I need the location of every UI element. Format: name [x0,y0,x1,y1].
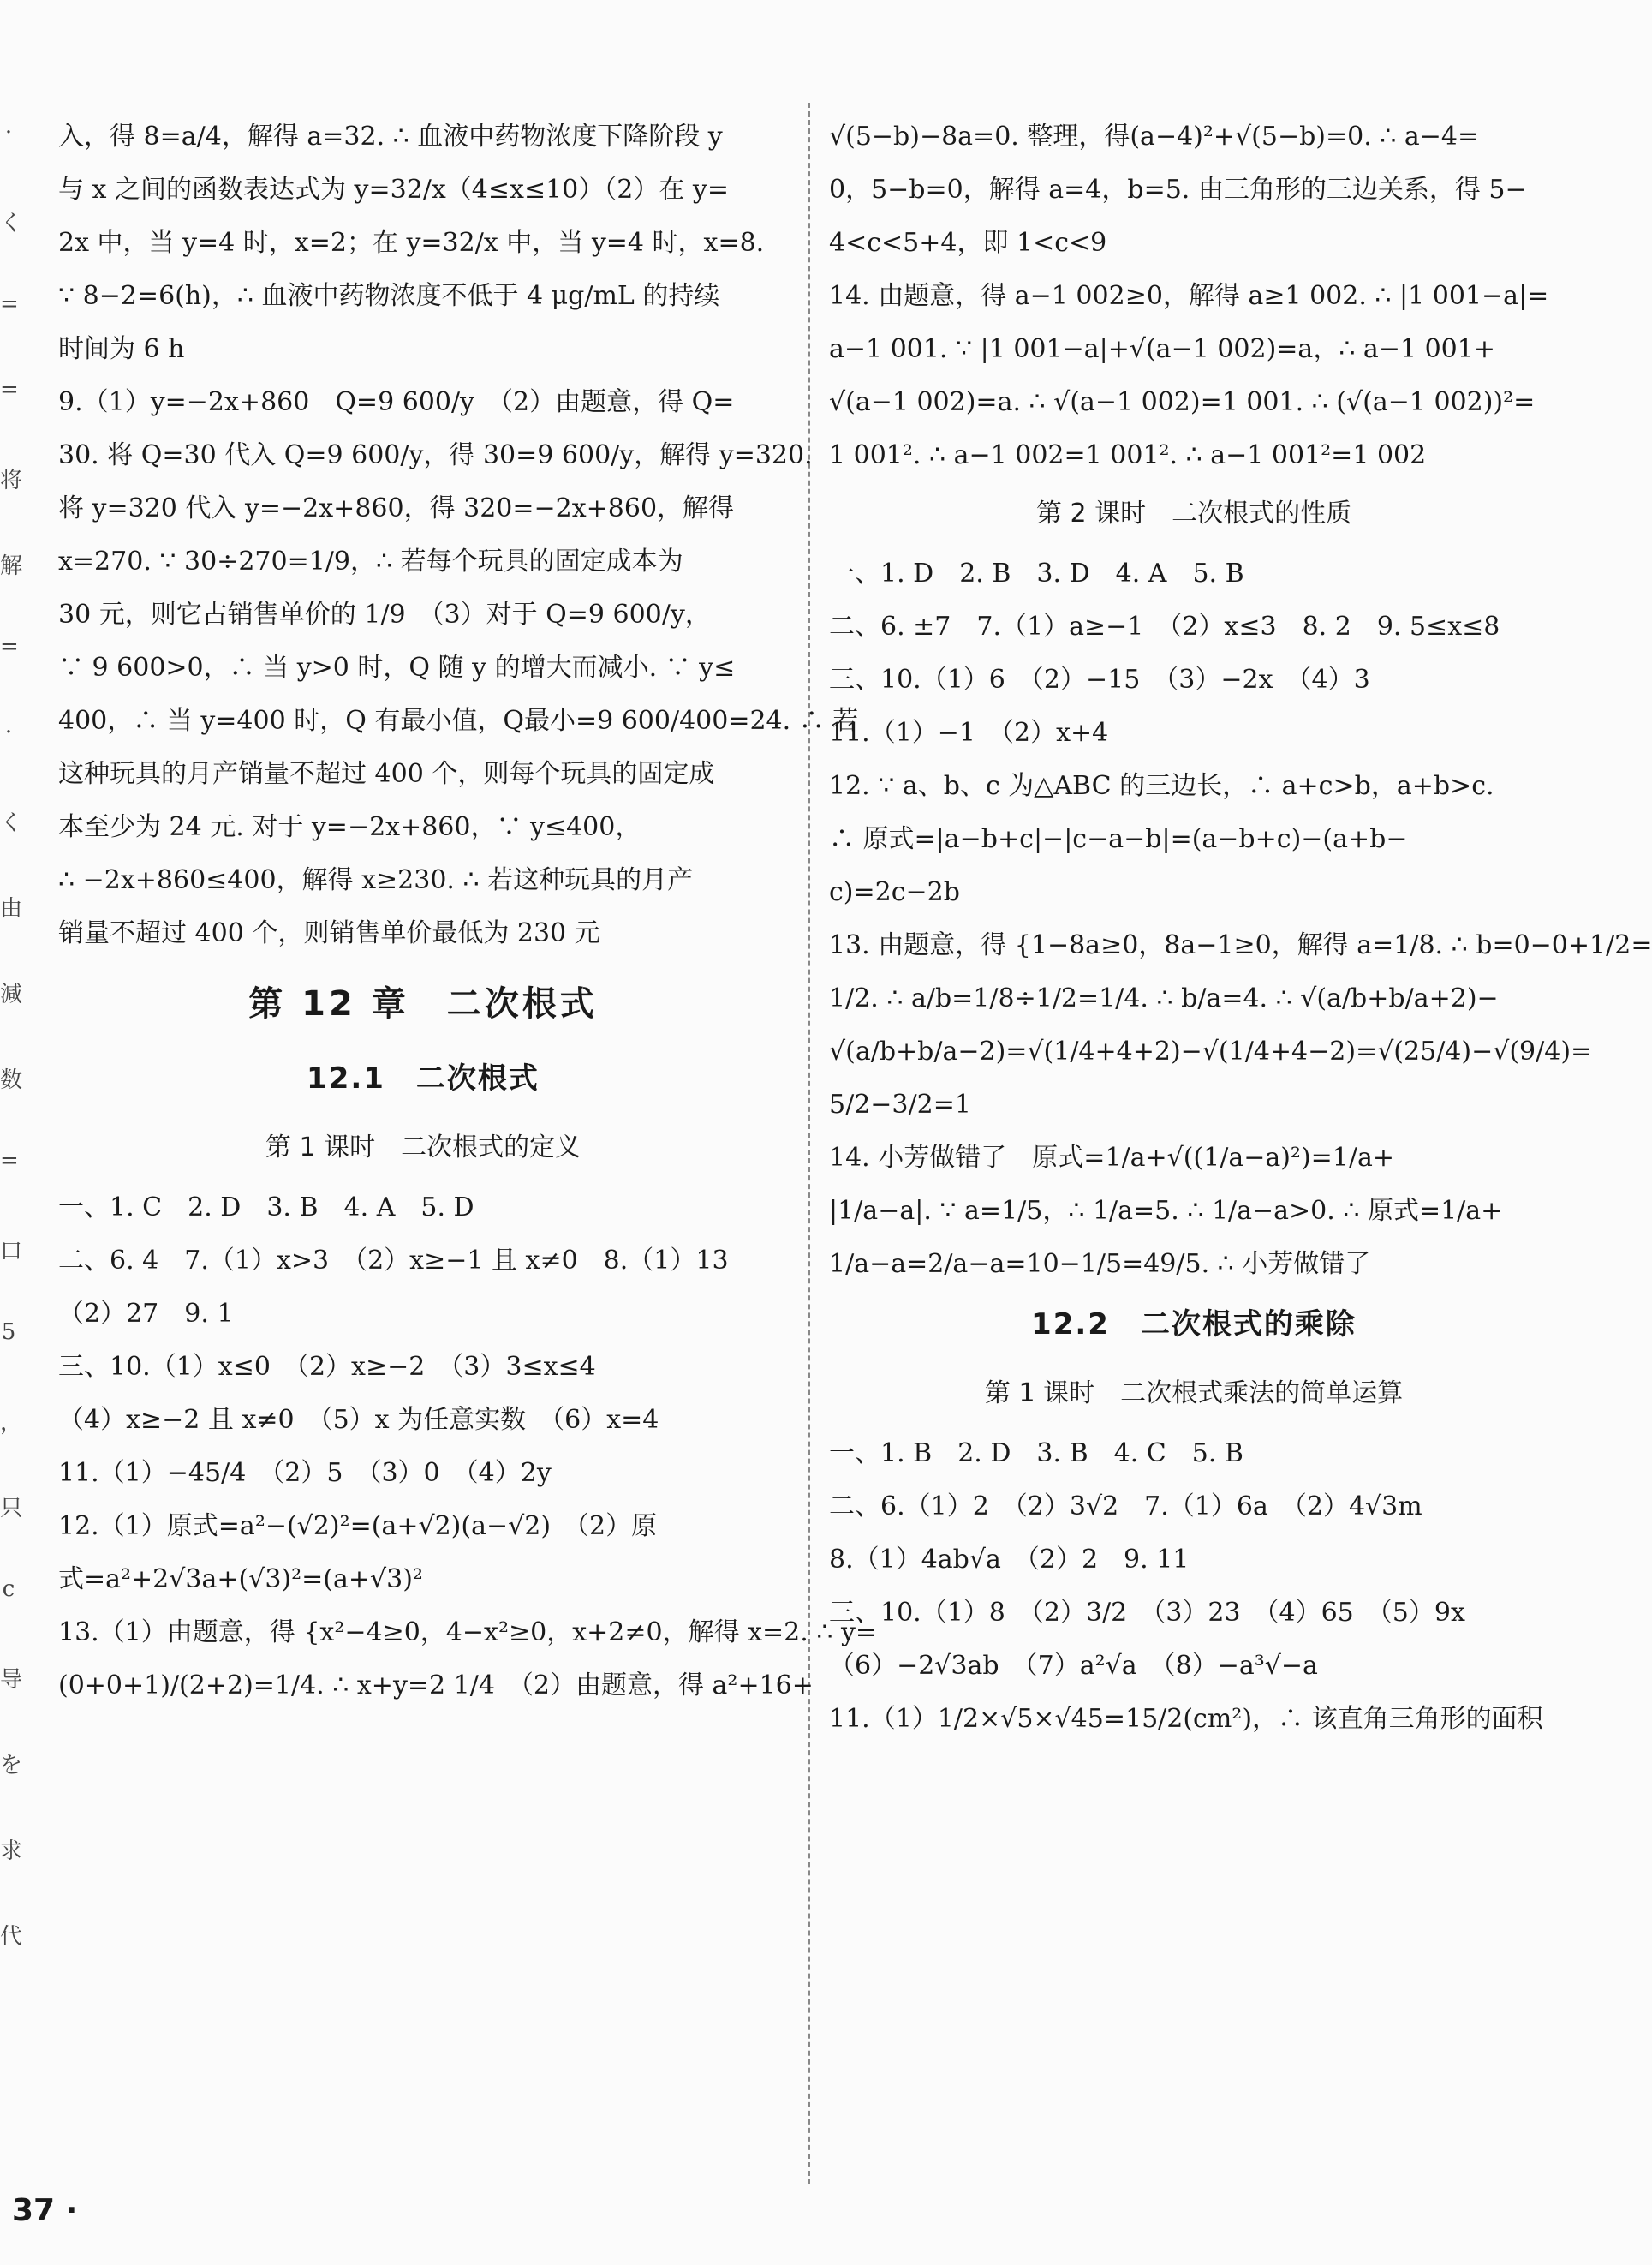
answer-line: √(a/b+b/a−2)=√(1/4+4+2)−√(1/4+4−2)=√(25/4)−√(9/4)= [829,1037,1593,1067]
edge-fragment: 求 [0,1838,23,1864]
answer-line: 将 y=320 代入 y=−2x+860，得 320=−2x+860，解得 [58,493,735,523]
answer-line: 入，得 8=a/4，解得 a=32. ∴ 血液中药物浓度下降阶段 y [58,122,723,152]
answer-line: ∴ −2x+860≤400，解得 x≥230. ∴ 若这种玩具的月产 [58,865,694,895]
answer-line: 4<c<5+4，即 1<c<9 [829,228,1107,258]
answer-line: ∴ 原式=|a−b+c|−|c−a−b|=(a−b+c)−(a+b− [829,824,1408,854]
answer-line: 1 001². ∴ a−1 002=1 001². ∴ a−1 001²=1 002 [829,440,1427,470]
answer-line: 与 x 之间的函数表达式为 y=32/x（4≤x≤10）（2）在 y= [58,175,729,205]
edge-fragment: · [4,120,13,146]
edge-fragment: 代 [0,1924,23,1950]
answer-line: 14. 由题意，得 a−1 002≥0，解得 a≥1 002. ∴ |1 001−a|= [829,281,1549,311]
edge-fragment: 減 [0,982,23,1007]
section-title-12-2: 12.2 二次根式的乘除 [1031,1307,1357,1342]
answer-line: 5/2−3/2=1 [829,1090,971,1120]
edge-fragment: 口 [0,1239,23,1264]
edge-fragment: を [0,1753,23,1778]
answer-line: 三、10.（1）x≤0 （2）x≥−2 （3）3≤x≤4 [58,1352,596,1382]
answer-line: √(5−b)−8a=0. 整理，得(a−4)²+√(5−b)=0. ∴ a−4= [829,122,1480,152]
answer-line: 11.（1）−45/4 （2）5 （3）0 （4）2y [58,1458,552,1488]
answer-line: 本至少为 24 元. 对于 y=−2x+860，∵ y≤400， [58,812,641,842]
answer-line: 11.（1）1/2×√5×√45=15/2(cm²)，∴ 该直角三角形的面积 [829,1704,1543,1734]
answer-line: 时间为 6 h [58,334,185,364]
edge-fragment: 解 [0,553,23,579]
edge-fragment: = [0,1148,19,1174]
answer-line: （2）27 9. 1 [58,1299,234,1329]
right-column [829,120,1652,1755]
edge-fragment: c [2,1576,15,1602]
edge-fragment: 将 [0,468,23,493]
answer-line: 二、6. 4 7.（1）x>3 （2）x≥−1 且 x≠0 8.（1）13 [58,1246,729,1276]
answer-line: （4）x≥−2 且 x≠0 （5）x 为任意实数 （6）x=4 [58,1405,659,1435]
answer-line: 13. 由题意，得 {1−8a≥0，8a−1≥0，解得 a=1/8. ∴ b=0−0+1/2= [829,930,1652,960]
answer-line: （6）−2√3ab （7）a²√a （8）−a³√−a [829,1651,1318,1681]
answer-line: 一、1. C 2. D 3. B 4. A 5. D [58,1192,474,1222]
edge-fragment: 由 [0,896,23,922]
answer-line: 12. ∵ a、b、c 为△ABC 的三边长，∴ a+c>b，a+b>c. [829,771,1494,801]
answer-line: 一、1. B 2. D 3. B 4. C 5. B [829,1438,1243,1468]
answer-line: 式=a²+2√3a+(√3)²=(a+√3)² [58,1564,423,1594]
answer-line: 30. 将 Q=30 代入 Q=9 600/y，得 30=9 600/y，解得 y=320. [58,440,813,470]
edge-fragment: 只 [0,1496,23,1521]
answer-line: 0，5−b=0，解得 a=4，b=5. 由三角形的三边关系，得 5− [829,175,1527,205]
answer-line: 400，∴ 当 y=400 时，Q 有最小值，Q最小=9 600/400=24. ∴ 若 [58,706,859,736]
edge-fragment: 数 [0,1067,23,1093]
lesson-title-properties: 第 2 课时 二次根式的性质 [1035,499,1352,529]
answer-line: √(a−1 002)=a. ∴ √(a−1 002)=1 001. ∴ (√(a−1 002))²= [829,387,1536,417]
answer-line: 12.（1）原式=a²−(√2)²=(a+√2)(a−√2) （2）原 [58,1511,658,1541]
answer-line: 销量不超过 400 个，则销售单价最低为 230 元 [58,918,600,948]
edge-fragment: ， [0,1410,23,1436]
edge-fragment: 5 [1,1319,16,1345]
left-column [58,120,878,1722]
answer-line: 三、10.（1）8 （2）3/2 （3）23 （4）65 （5）9x [829,1598,1465,1628]
edge-fragment: = [0,634,19,660]
answer-line: 三、10.（1）6 （2）−15 （3）−2x （4）3 [829,665,1370,695]
left-edge-fragments [0,120,23,2005]
edge-fragment: く [0,810,23,836]
answer-line: 11.（1）−1 （2）x+4 [829,718,1109,748]
answer-line: 9.（1）y=−2x+860 Q=9 600/y （2）由题意，得 Q= [58,387,735,417]
lesson-title-definition: 第 1 课时 二次根式的定义 [265,1132,581,1162]
answer-line: ∵ 8−2=6(h)，∴ 血液中药物浓度不低于 4 μg/mL 的持续 [58,281,720,311]
answer-line: 这种玩具的月产销量不超过 400 个，则每个玩具的固定成 [58,759,715,789]
answer-line: a−1 001. ∵ |1 001−a|+√(a−1 002)=a，∴ a−1 001+ [829,334,1495,364]
answer-line: 2x 中，当 y=4 时，x=2；在 y=32/x 中，当 y=4 时，x=8. [58,228,765,258]
column-divider [808,103,810,2184]
page-number: 37 · [12,2193,78,2228]
answer-line: ∵ 9 600>0，∴ 当 y>0 时，Q 随 y 的增大而减小. ∵ y≤ [58,653,736,683]
edge-fragment: = [0,377,19,403]
answer-line: 1/2. ∴ a/b=1/8÷1/2=1/4. ∴ b/a=4. ∴ √(a/b+b/a+2)− [829,983,1499,1013]
answer-line: |1/a−a|. ∵ a=1/5，∴ 1/a=5. ∴ 1/a−a>0. ∴ 原式=1/a+ [829,1196,1503,1226]
edge-fragment: = [0,291,19,317]
answer-line: 14. 小芳做错了 原式=1/a+√((1/a−a)²)=1/a+ [829,1143,1395,1173]
edge-fragment: く [0,211,23,236]
answer-line: 13.（1）由题意，得 {x²−4≥0，4−x²≥0，x+2≠0，解得 x=2. ∴ y= [58,1617,878,1647]
lesson-title-multiplication: 第 1 课时 二次根式乘法的简单运算 [984,1378,1404,1408]
chapter-title: 第 12 章 二次根式 [248,984,598,1024]
answer-line: 一、1. D 2. B 3. D 4. A 5. B [829,559,1244,589]
answer-line: 二、6. ±7 7.（1）a≥−1 （2）x≤3 8. 2 9. 5≤x≤8 [829,612,1500,642]
answer-line: 30 元，则它占销售单价的 1/9 （3）对于 Q=9 600/y， [58,600,711,630]
answer-line: 8.（1）4ab√a （2）2 9. 11 [829,1545,1190,1575]
edge-fragment: 导 [0,1667,23,1693]
answer-line: (0+0+1)/(2+2)=1/4. ∴ x+y=2 1/4 （2）由题意，得 a²+16+ [58,1670,814,1700]
answer-line: x=270. ∵ 30÷270=1/9，∴ 若每个玩具的固定成本为 [58,547,683,577]
answer-line: c)=2c−2b [829,877,960,907]
answer-line: 1/a−a=2/a−a=10−1/5=49/5. ∴ 小芳做错了 [829,1249,1371,1279]
section-title-12-1: 12.1 二次根式 [307,1061,540,1096]
edge-fragment: · [4,720,13,745]
answer-line: 二、6.（1）2 （2）3√2 7.（1）6a （2）4√3m [829,1491,1422,1521]
